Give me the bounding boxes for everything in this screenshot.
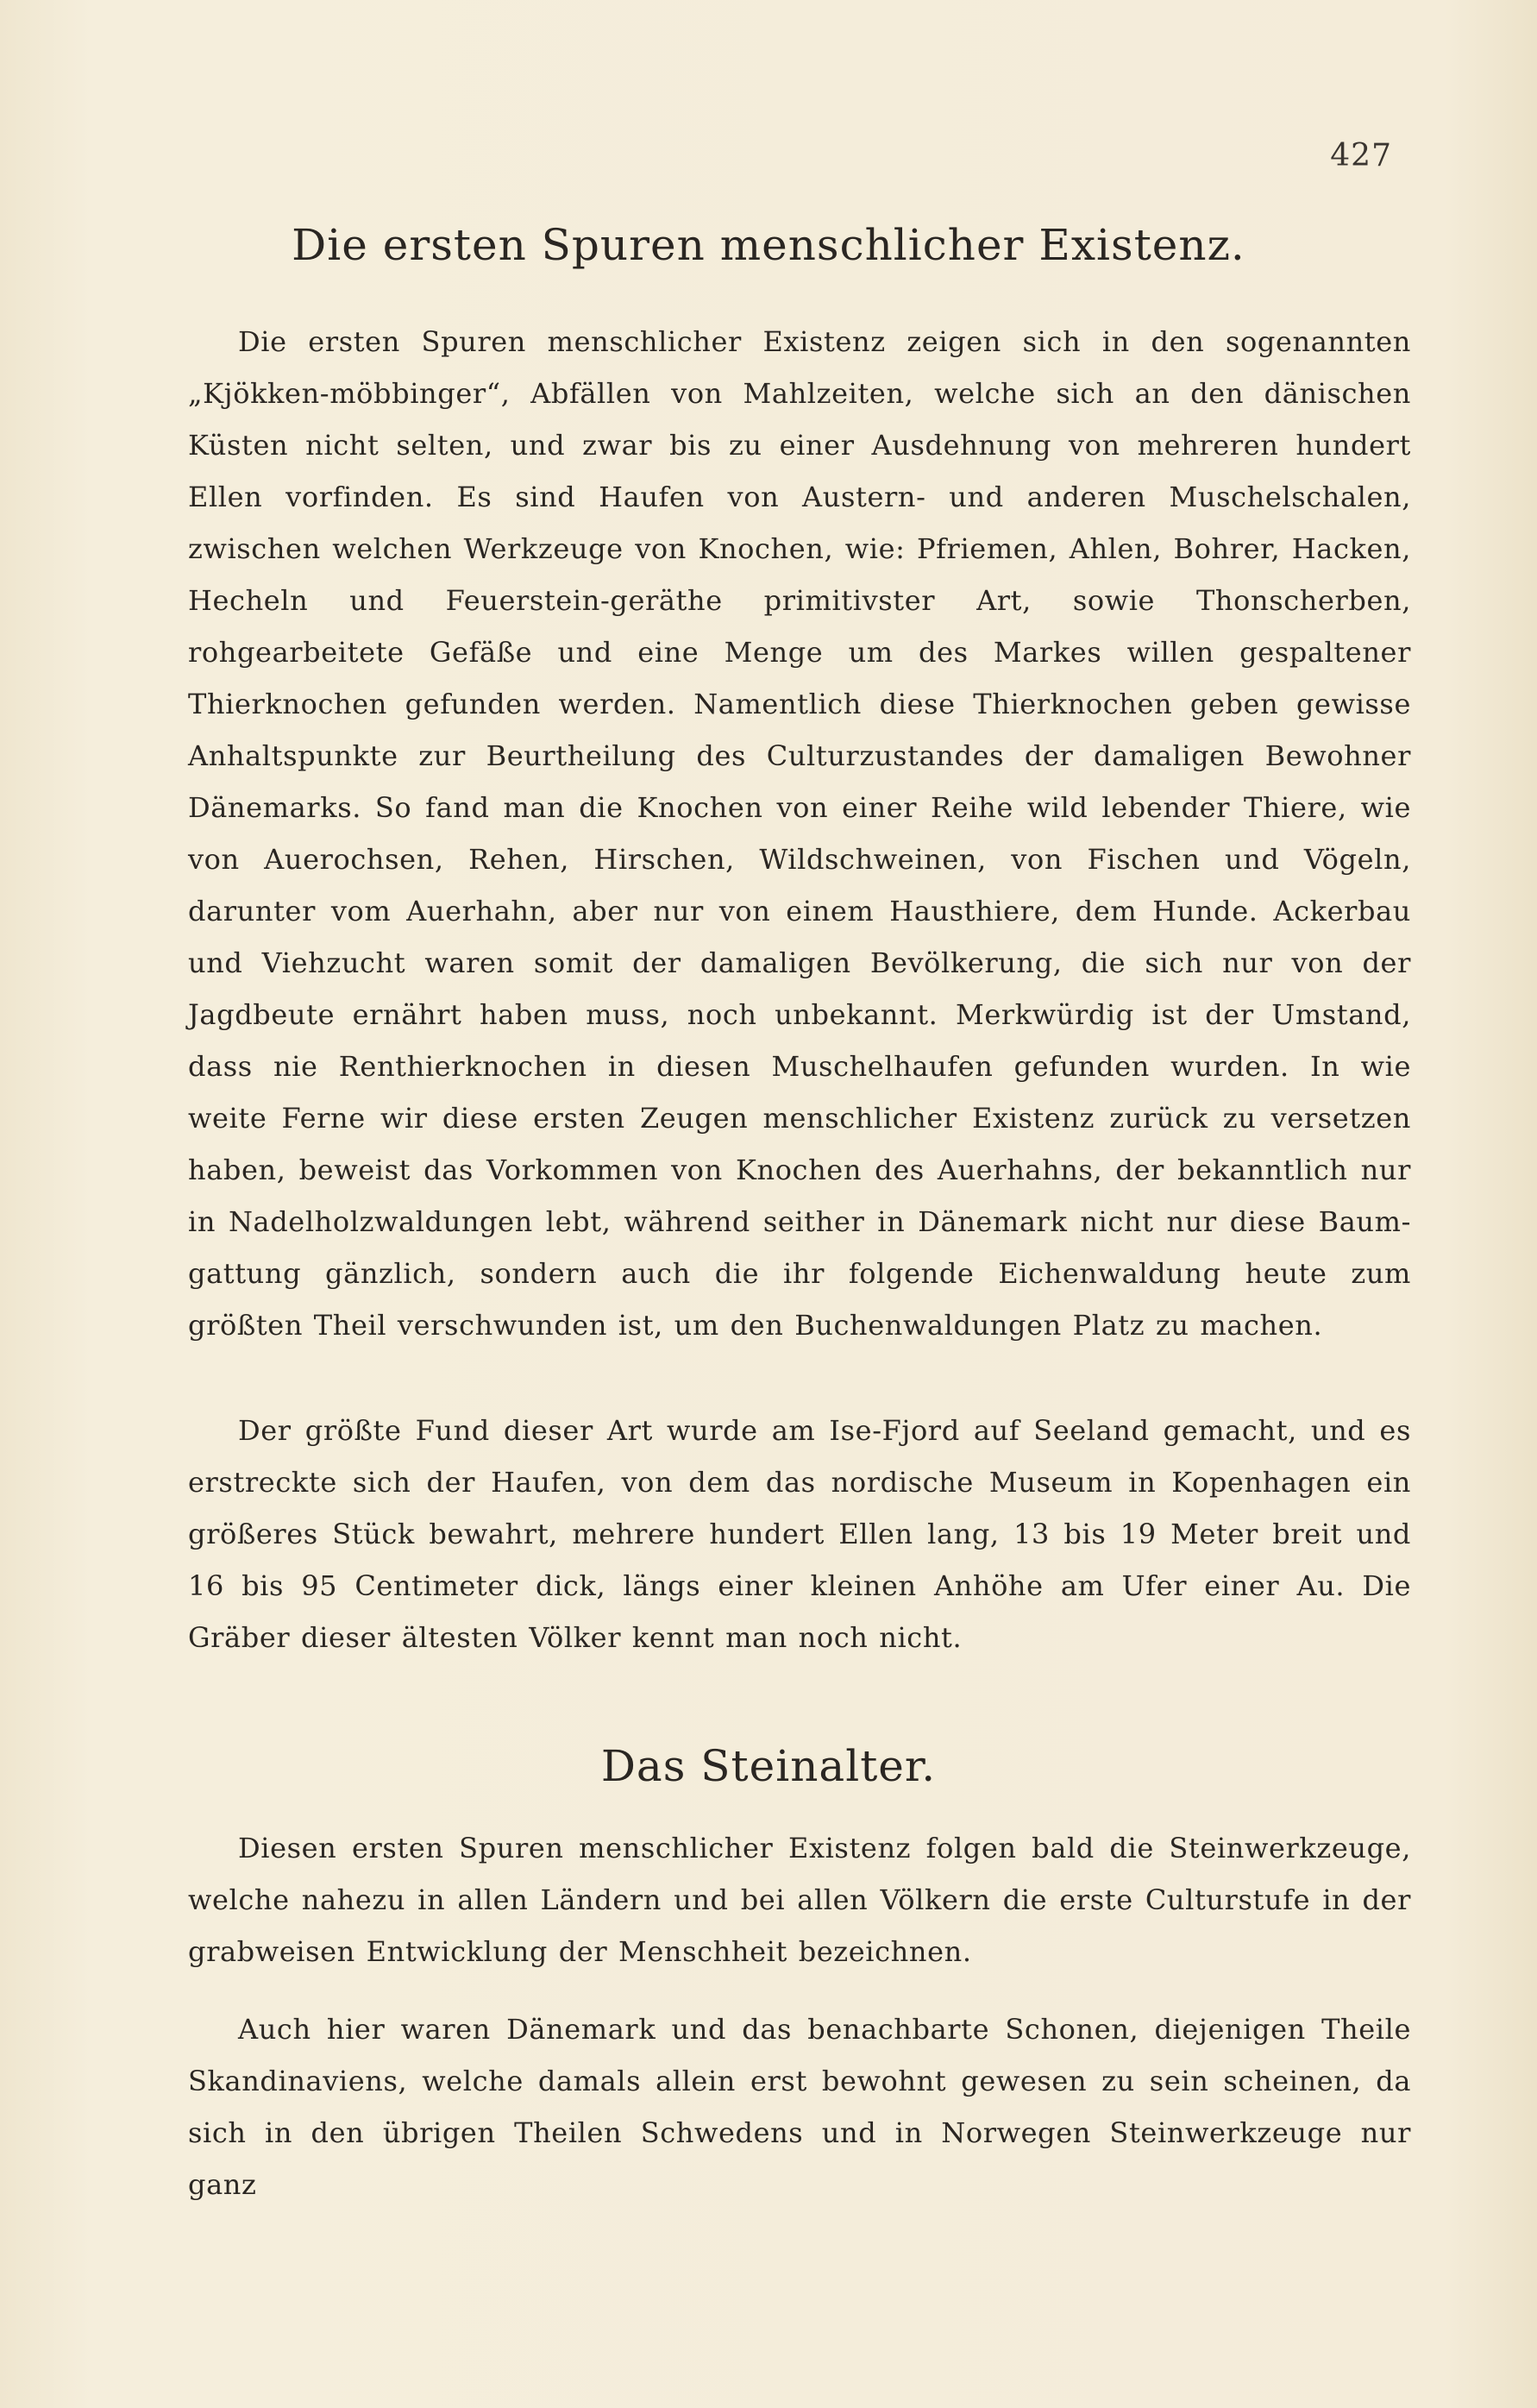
paragraph-denmark-schonen: Auch hier waren Dänemark und das benachbarte Schonen, diejenigen Theile Skandinaviens, welche damals allein erst bewohnt gewesen zu sein scheinen, da sich in den übrigen Theilen Schwedens und in Norwegen Steinwerkzeuge nur ganz [188, 2013, 1411, 2201]
paragraph-kjoekkenmoeddinger: Die ersten Spuren menschlicher Existenz zeigen sich in den sogenannten „Kjökken-möbbinger“, Abfällen von Mahlzeiten, welche sich an den dänischen Küsten nicht selten, und zwar bis zu einer Ausdehnung von mehreren hundert Ellen vorfinden. Es sind Haufen von Austern- und anderen Muschelschalen, zwischen welchen Werkzeuge von Knochen, wie: Pfriemen, Ahlen, Bohrer, Hacken, Hecheln und Feuerstein-geräthe primitivster Art, sowie Thonscherben, rohgearbeitete Gefäße und eine Menge um des Markes willen gespaltener Thierknochen gefunden werden. Namentlich diese Thierknochen geben gewisse Anhaltspunkte zur Beurtheilung des Culturzustandes der damaligen Bewohner Dänemarks. So fand man die Knochen von einer Reihe wild lebender Thiere, wie von Auerochsen, Rehen, Hirschen, Wildschweinen, von Fischen und Vögeln, darunter vom Auerhahn, aber nur von einem Hausthiere, dem Hunde. Ackerbau und Viehzucht waren somit der damaligen Bevölkerung, die sich nur von der Jagdbeute ernährt haben muss, noch unbekannt. Merkwürdig ist der Umstand, dass nie Renthierknochen in diesen Muschelhaufen gefunden wurden. In wie weite Ferne wir diese ersten Zeugen menschlicher Existenz zurück zu versetzen haben, beweist das Vorkommen von Knochen des Auerhahns, der bekanntlich nur in Nadelholzwaldungen lebt, während seither in Dänemark nicht nur diese Baum-gattung gänzlich, sondern auch die ihr folgende Eichenwaldung heute zum größten Theil verschwunden ist, um den Buchenwaldungen Platz zu machen. [188, 325, 1411, 1342]
paragraph-stone-tools: Diesen ersten Spuren menschlicher Existenz folgen bald die Steinwerkzeuge, welche nahezu in allen Ländern und bei allen Völkern die erste Culturstufe in der grabweisen Entwicklung der Menschheit bezeichnen. [188, 1832, 1411, 1968]
section-heading-existence: Die ersten Spuren menschlicher Existenz. [292, 220, 1245, 270]
section-heading-stone-age: Das Steinalter. [600, 1741, 937, 1791]
page-number: 427 [1330, 138, 1392, 173]
paragraph-ise-fjord-find: Der größte Fund dieser Art wurde am Ise-Fjord auf Seeland gemacht, und es erstreckte sich der Haufen, von dem das nordische Museum in Kopenhagen ein größeres Stück bewahrt, mehrere hundert Ellen lang, 13 bis 19 Meter breit und 16 bis 95 Centimeter dick, längs einer kleinen Anhöhe am Ufer einer Au. Die Gräber dieser ältesten Völker kennt man noch nicht. [188, 1414, 1411, 1654]
